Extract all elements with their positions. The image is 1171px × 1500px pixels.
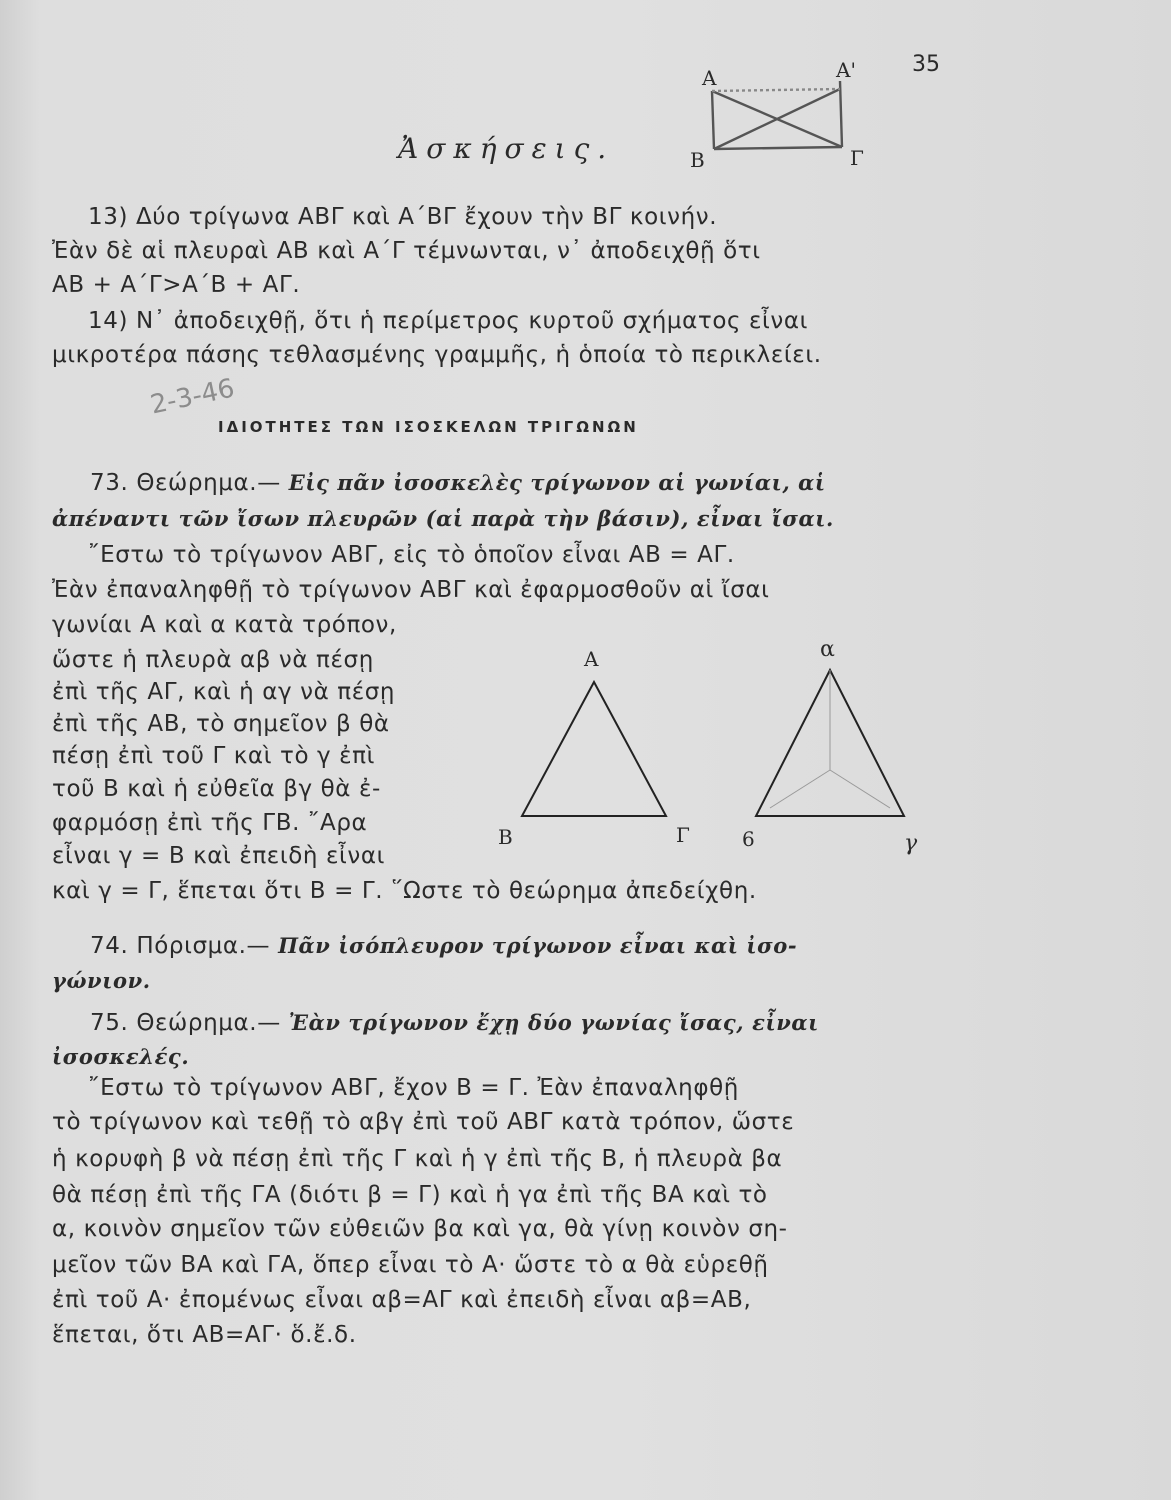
theorem-75-proof-line-1: ῎Εστω τὸ τρίγωνον ΑΒΓ, ἔχον Β = Γ. Ἐὰν ἐπαναληφθῇ xyxy=(88,1075,739,1101)
sketch-side-right xyxy=(840,81,842,147)
sketch-top xyxy=(712,89,840,91)
theorem-73-proof-narrow-5: τοῦ Β καὶ ἡ εὐθεῖα βγ θὰ ἐ- xyxy=(52,776,381,802)
corollary-74-number: 74. xyxy=(90,933,129,959)
exercise-13-line-2: Ἐὰν δὲ αἱ πλευραὶ ΑΒ καὶ Α΄Γ τέμνωνται, ν᾽ ἀποδειχθῇ ὅτι xyxy=(52,238,761,264)
sketch-label-b: B xyxy=(690,148,705,172)
theorem-73-proof-narrow-1: ὥστε ἡ πλευρὰ αβ νὰ πέσῃ xyxy=(52,647,374,673)
exercise-13-line-1: 13) Δύο τρίγωνα ΑΒΓ καὶ Α΄ΒΓ ἔχουν τὴν ΒΓ κοινήν. xyxy=(88,204,718,230)
sketch-diagonal-2 xyxy=(714,89,840,149)
corollary-74-label: Πόρισμα.— xyxy=(136,933,271,959)
exercise-14-line-1: 14) Ν᾽ ἀποδειχθῇ, ὅτι ἡ περίμετρος κυρτοῦ σχήματος εἶναι xyxy=(88,308,809,334)
chapter-title: ΙΔΙΟΤΗΤΕΣ ΤΩΝ ΙΣΟΣΚΕΛΩΝ ΤΡΙΓΩΝΩΝ xyxy=(218,418,639,436)
theorem-73-proof-last: καὶ γ = Γ, ἕπεται ὅτι Β = Γ. ῞Ωστε τὸ θεώρημα ἀπεδείχθη. xyxy=(52,878,757,904)
theorem-73-proof-line-3: γωνίαι Α καὶ α κατὰ τρόπον, xyxy=(52,612,397,638)
label-vertex-gamma-lower: γ xyxy=(904,831,918,856)
theorem-75-number: 75. xyxy=(90,1010,129,1036)
triangle-2-faint-line-2 xyxy=(770,770,830,808)
theorem-73-proof-narrow-7: εἶναι γ = Β καὶ ἐπειδὴ εἶναι xyxy=(52,843,385,869)
theorem-73-proof-line-1: ῎Εστω τὸ τρίγωνον ΑΒΓ, εἰς τὸ ὁποῖον εἶναι ΑΒ = ΑΓ. xyxy=(88,542,735,568)
label-vertex-b: B xyxy=(498,825,513,849)
triangle-abg xyxy=(522,682,666,816)
corollary-74-heading xyxy=(90,933,797,959)
sketch-label-gamma: Γ xyxy=(850,146,864,170)
theorem-75-proof-line-2: τὸ τρίγωνον καὶ τεθῇ τὸ αβγ ἐπὶ τοῦ ΑΒΓ κατὰ τρόπον, ὥστε xyxy=(52,1109,795,1135)
isosceles-triangles-figure xyxy=(480,630,940,870)
exercise-14-line-2: μικροτέρα πάσης τεθλασμένης γραμμῆς, ἡ ὁποία τὸ περικλείει. xyxy=(52,342,822,368)
label-apex-alpha: α xyxy=(820,637,835,662)
theorem-73-statement-2: ἀπέναντι τῶν ἴσων πλευρῶν (αἱ παρὰ τὴν βάσιν), εἶναι ἴσαι. xyxy=(52,506,834,531)
theorem-73-proof-narrow-6: φαρμόσῃ ἐπὶ τῆς ΓΒ. ῎Αρα xyxy=(52,810,368,836)
theorem-73-number: 73. xyxy=(90,470,129,496)
pencil-sketch-rectangle xyxy=(690,55,870,175)
corollary-74-statement-1: Πᾶν ἰσόπλευρον τρίγωνον εἶναι καὶ ἰσο- xyxy=(278,933,798,958)
label-vertex-beta: 6 xyxy=(742,827,755,851)
theorem-73-proof-narrow-4: πέσῃ ἐπὶ τοῦ Γ καὶ τὸ γ ἐπὶ xyxy=(52,743,376,769)
theorem-75-statement-1: Ἐὰν τρίγωνον ἔχῃ δύο γωνίας ἴσας, εἶναι xyxy=(288,1010,819,1035)
theorem-75-proof-line-8: ἕπεται, ὅτι ΑΒ=ΑΓ· ὅ.ἔ.δ. xyxy=(52,1322,357,1348)
triangle-2-faint-line-3 xyxy=(830,770,890,808)
theorem-75-proof-line-7: ἐπὶ τοῦ Α· ἐπομένως εἶναι αβ=ΑΓ καὶ ἐπειδὴ εἶναι αβ=ΑΒ, xyxy=(52,1287,752,1313)
page-number: 35 xyxy=(912,52,940,77)
theorem-75-heading xyxy=(90,1010,819,1036)
theorem-73-proof-narrow-2: ἐπὶ τῆς ΑΓ, καὶ ἡ αγ νὰ πέσῃ xyxy=(52,679,396,705)
sketch-side-left xyxy=(712,91,714,149)
label-apex-a: A xyxy=(584,647,599,671)
theorem-75-proof-line-4: θὰ πέσῃ ἐπὶ τῆς ΓΑ (διότι β = Γ) καὶ ἡ γα ἐπὶ τῆς ΒΑ καὶ τὸ xyxy=(52,1182,768,1208)
corollary-74-statement-2: γώνιον. xyxy=(52,968,151,993)
theorem-73-proof-line-2: Ἐὰν ἐπαναληφθῇ τὸ τρίγωνον ΑΒΓ καὶ ἐφαρμοσθοῦν αἱ ἴσαι xyxy=(52,577,770,603)
handwritten-date-note: 2-3-46 xyxy=(147,373,238,421)
sketch-label-a-prime: A' xyxy=(836,58,856,82)
sketch-label-a: A xyxy=(702,66,717,90)
section-heading: Ἀσκήσεις. xyxy=(398,132,615,165)
sketch-base xyxy=(714,147,842,149)
theorem-73-label: Θεώρημα.— xyxy=(136,470,281,496)
theorem-75-proof-line-6: μεῖον τῶν ΒΑ καὶ ΓΑ, ὅπερ εἶναι τὸ Α· ὥστε τὸ α θὰ εὑρεθῇ xyxy=(52,1252,769,1278)
theorem-75-proof-line-3: ἡ κορυφὴ β νὰ πέσῃ ἐπὶ τῆς Γ καὶ ἡ γ ἐπὶ τῆς Β, ἡ πλευρὰ βα xyxy=(52,1146,783,1172)
theorem-75-statement-2: ἰσοσκελές. xyxy=(52,1044,190,1069)
theorem-75-label: Θεώρημα.— xyxy=(136,1010,281,1036)
exercise-13-line-3: ΑΒ + Α΄Γ>Α΄Β + ΑΓ. xyxy=(52,272,301,298)
theorem-73-proof-narrow-3: ἐπὶ τῆς ΑΒ, τὸ σημεῖον β θὰ xyxy=(52,711,390,737)
theorem-75-proof-line-5: α, κοινὸν σημεῖον τῶν εὐθειῶν βα καὶ γα, θὰ γίνῃ κοινὸν ση- xyxy=(52,1216,788,1242)
label-vertex-gamma: Γ xyxy=(676,823,690,847)
theorem-73-heading xyxy=(90,470,826,496)
theorem-73-statement-1: Εἰς πᾶν ἰσοσκελὲς τρίγωνον αἱ γωνίαι, αἱ xyxy=(288,470,826,495)
